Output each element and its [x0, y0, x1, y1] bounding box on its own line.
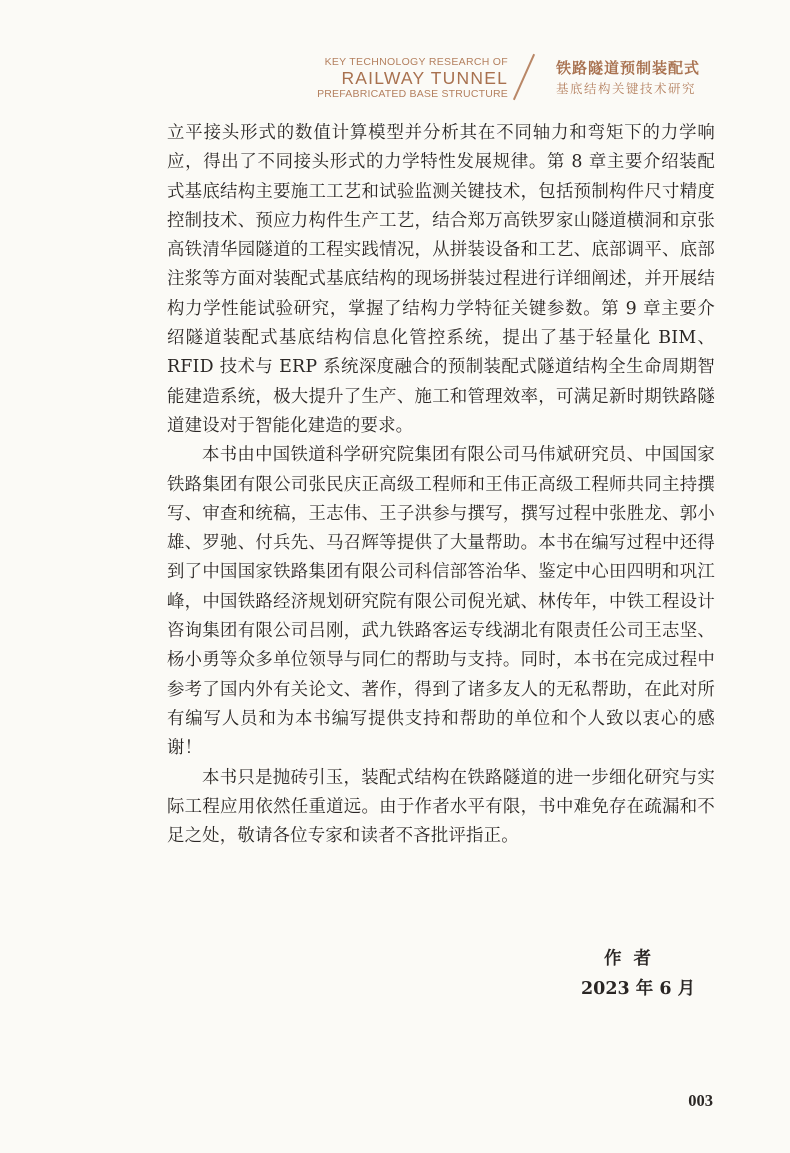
header-english-title [317, 56, 508, 100]
signature-date: 2023 年 6 月 [581, 979, 696, 999]
header-en-line2: RAILWAY TUNNEL [341, 68, 508, 89]
header-cn-line1: 铁路隧道预制装配式 [556, 59, 701, 77]
paragraph-1: 立平接头形式的数值计算模型并分析其在不同轴力和弯矩下的力学响应，得出了不同接头形式的力学特性发展规律。第 8 章主要介绍装配式基底结构主要施工工艺和试验监测关键技术，包括预制构件尺寸精度控制技术、预应力构件生产工艺，结合郑万高铁罗家山隧道横洞和京张高铁清华园隧道的工程实践情况，从拼装设备和工艺、底部调平、底部注浆等方面对装配式基底结构的现场拼装过程进行详细阐述，并开展结构力学性能试验研究，掌握了结构力学特征关键参数。第 9 章主要介绍隧道装配式基底结构信息化管控系统，提出了基于轻量化 BIM、RFID 技术与 ERP 系统深度融合的预制装配式隧道结构全生命周期智能建造系统，极大提升了生产、施工和管理效率，可满足新时期铁路隧道建设对于智能化建造的要求。 [167, 123, 715, 436]
header-divider-slash [513, 54, 535, 100]
header-cn-line2: 基底结构关键技术研究 [556, 80, 697, 96]
signature-author: 作者 [604, 949, 663, 969]
header-en-line3: PREFABRICATED BASE STRUCTURE [317, 88, 508, 101]
paragraph-3: 本书只是抛砖引玉，装配式结构在铁路隧道的进一步细化研究与实际工程应用依然任重道远。由于作者水平有限，书中难免存在疏漏和不足之处，敬请各位专家和读者不吝批评指正。 [167, 767, 715, 847]
signature-block [560, 944, 700, 1004]
header-en-line1: KEY TECHNOLOGY RESEARCH OF [324, 56, 508, 68]
header-chinese-title [556, 59, 700, 97]
preface-body [167, 119, 715, 851]
page-number: 003 [688, 1091, 713, 1110]
paragraph-2: 本书由中国铁道科学研究院集团有限公司马伟斌研究员、中国国家铁路集团有限公司张民庆正高级工程师和王伟正高级工程师共同主持撰写、审查和统稿，王志伟、王子洪参与撰写，撰写过程中张胜龙、郭小雄、罗驰、付兵先、马召辉等提供了大量帮助。本书在编写过程中还得到了中国国家铁路集团有限公司科信部答治华、鉴定中心田四明和巩江峰，中国铁路经济规划研究院有限公司倪光斌、林传年，中铁工程设计咨询集团有限公司吕刚，武九铁路客运专线湖北有限责任公司王志坚、杨小勇等众多单位领导与同仁的帮助与支持。同时，本书在完成过程中参考了国内外有关论文、著作，得到了诸多友人的无私帮助，在此对所有编写人员和为本书编写提供支持和帮助的单位和个人致以衷心的感谢！ [167, 445, 715, 759]
